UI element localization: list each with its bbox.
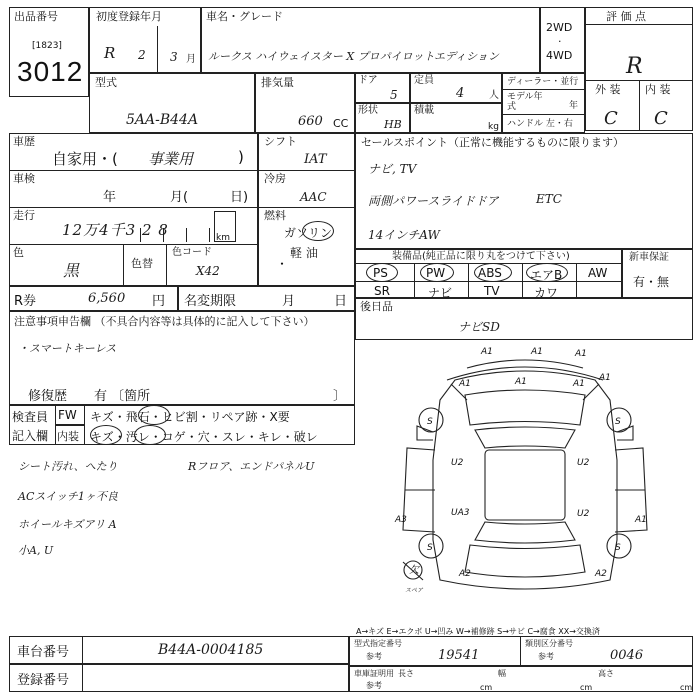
mileage-tick1 (140, 228, 141, 242)
shift-line (258, 170, 355, 171)
class-value: 0046 (610, 648, 644, 663)
equip-r2-1: ナビ (428, 286, 453, 300)
equip-v4 (576, 263, 577, 298)
height-unit: cm (680, 683, 693, 692)
length-unit: cm (480, 683, 493, 692)
garage-label: 車庫証明用 (354, 669, 394, 678)
dealer-line1 (502, 89, 585, 90)
color-code-label: 色コード (172, 247, 212, 258)
equip-r2-0: SR (374, 284, 390, 298)
history-line (9, 170, 258, 171)
mileage-unit: km (216, 233, 230, 243)
warranty-value: 有・無 (633, 275, 670, 289)
ext-label: 外 装 (595, 83, 621, 96)
drive-dot: · (558, 35, 562, 48)
equip-r1-0: PS (373, 266, 388, 280)
chassis-label: 車台番号 (17, 645, 70, 660)
mileage-line (9, 244, 258, 245)
history-label: 車歴 (13, 135, 35, 148)
color-divider (123, 244, 124, 286)
mileage-tick4 (209, 228, 210, 242)
fuel-label: 燃料 (264, 209, 286, 222)
equip-circle-ps (366, 263, 398, 282)
diagram-missing: 欠 (409, 565, 419, 576)
inspection-label: 車検 (13, 172, 35, 185)
cert-divider (520, 636, 521, 666)
legend-text: A→キズ E→エクボ U→凹み W→補修跡 S→サビ C→腐食 XX→交換済 (356, 627, 600, 636)
rticket-label: R券 (14, 294, 37, 309)
int-label: 内装 (57, 430, 79, 443)
drive-4wd: 4WD (546, 49, 573, 62)
fuel-circle (302, 221, 334, 241)
name-change-month: 月 (282, 294, 296, 309)
spec-model-value: 5AA-B44A (126, 112, 199, 128)
model-cert-sub: 参考 (366, 652, 382, 661)
spec-shape-value: HB (384, 118, 402, 131)
diagram-mark-8: U2 (577, 458, 590, 468)
diagram-mark-18: S (615, 543, 621, 553)
name-change-day: 日 (334, 294, 348, 309)
diagram-mark-15: S (427, 417, 433, 427)
model-cert-value: 19541 (438, 648, 480, 663)
chassis-value: B44A-0004185 (158, 642, 264, 658)
history-close: ) (238, 148, 244, 166)
drive-box (540, 7, 585, 73)
spec-cap-label: 定員 (414, 75, 434, 86)
warranty-label: 新車保証 (629, 252, 669, 263)
handle-label: ハンドル 左・右 (507, 119, 573, 129)
equip-circle-abs (474, 263, 512, 282)
rticket-unit: 円 (152, 294, 166, 309)
garage-sub: 参考 (366, 681, 382, 690)
repair-close: 〕 (333, 389, 347, 404)
lot-sub: [1823] (32, 41, 62, 51)
spec-load-label: 積載 (414, 105, 434, 116)
lot-label: 出品番号 (14, 10, 58, 23)
name-change-label: 名変期限 (184, 294, 237, 309)
first-reg-year: 2 (138, 48, 146, 62)
class-label: 類別区分番号 (525, 639, 573, 648)
fw-label: FW (58, 408, 77, 422)
repaint-label: 色替 (131, 257, 153, 270)
remark-left-2: ホイールキズアリ A (18, 518, 117, 531)
dealer-label: ディーラー・並行 (507, 77, 579, 87)
equip-v1 (414, 263, 415, 298)
diagram-mark-1: A1 (531, 347, 543, 357)
inspection-line (9, 207, 258, 208)
mileage-value: 12万4千3 2 8 (62, 221, 169, 239)
ac-value: AAC (300, 190, 327, 204)
fuel-dot: ・ (276, 257, 289, 271)
dealer-line2 (502, 114, 585, 115)
notes-label: 注意事項申告欄 （不具合内容等は具体的に記入して下さい） (14, 315, 315, 328)
equip-r2-3: カワ (534, 286, 559, 300)
int-circle1 (90, 425, 122, 445)
remark-left-0: シート汚れ、へたり (18, 460, 118, 473)
history-handwritten: 事業用 (148, 150, 194, 168)
equip-r1-2: ABS (478, 266, 502, 280)
sales-item-3: 14インチAW (368, 228, 440, 242)
diagram-mark-6: A1 (599, 373, 611, 383)
diagram-mark-7: U2 (451, 458, 464, 468)
notes-item: ・スマートキーレス (18, 342, 117, 355)
diagram-mark-17: S (427, 543, 433, 553)
shift-value: IAT (304, 152, 327, 167)
model-year-label: モデル年式 (507, 92, 543, 112)
diagram-mark-12: U2 (577, 509, 590, 519)
model-cert-label: 型式指定番号 (354, 639, 402, 648)
fw-circle (138, 405, 170, 425)
remark-right: Rフロア、エンドパネルU (188, 460, 315, 473)
sales-label: セールスポイント（正常に機能するものに限ります） (361, 136, 625, 149)
class-sub: 参考 (538, 652, 554, 661)
car-name-label: 車名・グレード (206, 10, 283, 23)
spec-door-label: ドア (358, 75, 378, 86)
first-reg-month-unit: 月 (186, 54, 196, 65)
shift-label: シフト (264, 135, 297, 148)
diagram-mark-11: A1 (635, 515, 647, 525)
length-label: 長さ (398, 669, 414, 678)
sales-item-1: 両側パワースライドドア (368, 194, 499, 208)
diagram-missing-sub: スペア (405, 587, 424, 594)
sales-item-0: ナビ, TV (368, 162, 417, 176)
width-label: 幅 (498, 669, 506, 678)
first-reg-label: 初度登録年月 (96, 10, 162, 23)
first-reg-divider (157, 26, 158, 73)
diagram-mark-9: UA3 (451, 508, 470, 518)
inspection-day: 日) (230, 190, 249, 205)
height-label: 高さ (598, 669, 614, 678)
lot-number: 3012 (17, 56, 84, 87)
equip-v2 (468, 263, 469, 298)
int-text: キズ・汚レ・コゲ・穴・スレ・キレ・破レ (90, 430, 318, 444)
inspector-label2: 記入欄 (12, 429, 49, 443)
spec-cap-unit: 人 (489, 90, 499, 101)
car-name-value: ルークス ハイウェイスター X プロパイロットエディション (208, 50, 499, 63)
repair-value: 有 〔箇所 (94, 389, 151, 404)
sales-item-2: ETC (536, 192, 562, 206)
color-label: 色 (13, 246, 24, 259)
diagram-mark-10: A3 (395, 515, 407, 525)
spec-disp-value: 660 (298, 114, 323, 129)
inspection-month: 月( (170, 190, 189, 205)
rticket-value: 6,560 (88, 291, 126, 306)
drive-2wd: 2WD (546, 21, 573, 34)
diagram-mark-0: A1 (481, 347, 493, 357)
mileage-tick3 (186, 228, 187, 242)
spec-shape-label: 形状 (358, 105, 378, 116)
fw-text: キズ・飛石・ヒビ割・リペア跡・X要 (90, 410, 290, 424)
damage-diagram (355, 340, 693, 625)
first-reg-month: 3 (170, 50, 178, 64)
spec-load-unit: kg (488, 122, 499, 132)
color-value: 黒 (63, 261, 80, 280)
mileage-tick2 (163, 228, 164, 242)
model-year-unit: 年 (569, 101, 579, 111)
remark-left-1: ACスイッチ1ヶ不良 (18, 490, 118, 503)
inspection-year: 年 (103, 190, 117, 205)
reg-label: 登録番号 (17, 673, 70, 688)
equip-label: 装備品(純正品に限り丸をつけて下さい) (392, 251, 570, 262)
equip-r2-2: TV (484, 284, 500, 298)
diagram-mark-2: A1 (575, 349, 587, 359)
diagram-mark-14: A2 (595, 569, 607, 579)
equip-r1-4: AW (588, 266, 608, 280)
after-parts-value: ナビSD (458, 320, 500, 334)
spec-door-value: 5 (390, 88, 398, 102)
spec-disp-label: 排気量 (261, 76, 294, 89)
after-parts-box (355, 298, 693, 340)
width-unit: cm (580, 683, 593, 692)
ext-int-divider (639, 80, 640, 131)
history-printed: 自家用・( (52, 150, 118, 168)
eval-line (585, 24, 693, 25)
ac-label: 冷房 (264, 172, 286, 185)
diagram-mark-13: A2 (459, 569, 471, 579)
diagram-mark-5: A1 (573, 379, 585, 389)
diagram-mark-3: A1 (459, 379, 471, 389)
after-parts-label: 後日品 (360, 300, 393, 313)
first-reg-era: R (104, 44, 116, 62)
remark-left-3: 小A, U (18, 544, 54, 557)
fuel-line2: 軽 油 (290, 246, 318, 260)
repair-label: 修復歴 (28, 389, 68, 404)
color-divider2 (166, 244, 167, 286)
diagram-mark-16: S (615, 417, 621, 427)
diagram-mark-4: A1 (515, 377, 527, 387)
spec-disp-unit: CC (333, 117, 349, 130)
eval-value: R (626, 54, 643, 79)
equip-r1-3: エアB (530, 268, 563, 282)
int-circle2 (134, 425, 166, 445)
int-value: C (654, 108, 668, 129)
inspector-label1: 検査員 (12, 410, 49, 424)
spec-cap-value: 4 (456, 86, 465, 101)
equip-r1-1: PW (426, 266, 446, 280)
equip-circle-airb (526, 263, 568, 282)
fuel-line1: ガソリン (284, 226, 333, 240)
ac-line (258, 207, 355, 208)
color-code-value: X42 (196, 264, 220, 278)
int-label: 内 装 (645, 83, 671, 96)
ext-value: C (604, 108, 618, 129)
equip-v3 (522, 263, 523, 298)
eval-label: 評 価 点 (606, 10, 646, 23)
mileage-label: 走行 (13, 209, 35, 222)
spec-model-label: 型式 (95, 76, 117, 89)
equip-circle-pw (420, 263, 454, 282)
